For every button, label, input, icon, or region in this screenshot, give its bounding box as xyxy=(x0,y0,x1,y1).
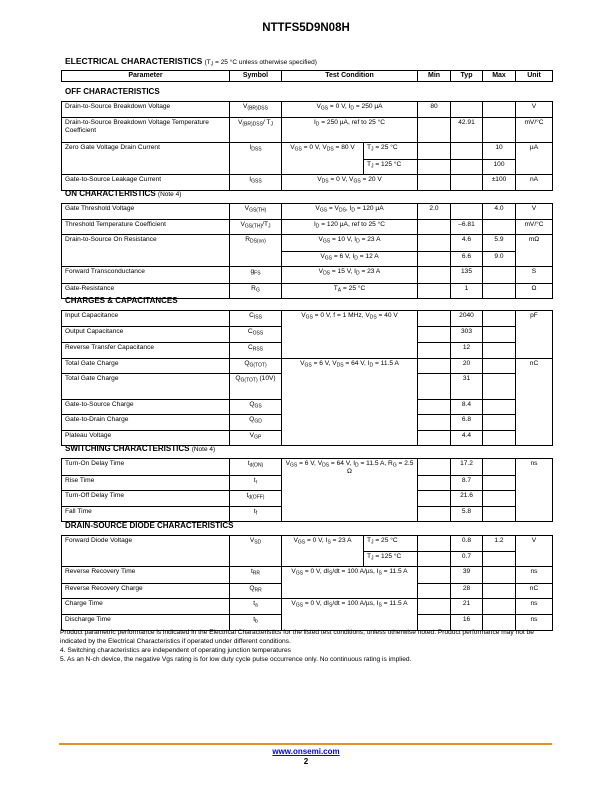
empty-cell xyxy=(418,567,451,584)
table-row xyxy=(62,204,553,220)
symbol: $t_r$ xyxy=(230,475,282,491)
symbol: $R_G$ xyxy=(230,283,282,299)
unit: V xyxy=(516,536,553,567)
symbol: $t_{d(OFF)}$ xyxy=(230,491,282,507)
empty-cell xyxy=(451,102,483,118)
col-symbol: Symbol xyxy=(230,71,282,82)
typ: 0.7 xyxy=(451,551,483,567)
empty-cell xyxy=(451,159,483,175)
empty-cell xyxy=(418,430,451,446)
empty-cell xyxy=(483,491,516,507)
min: 2.0 xyxy=(418,204,451,220)
param: Total Gate Charge xyxy=(62,358,230,374)
empty-cell xyxy=(418,551,451,567)
typ: 28 xyxy=(451,583,483,599)
empty-cell xyxy=(418,506,451,522)
empty-cell xyxy=(418,358,451,374)
off-title: OFF CHARACTERISTICS xyxy=(65,87,160,96)
charges-table xyxy=(61,310,553,446)
typ: 135 xyxy=(451,267,483,284)
switching-title-text: SWITCHING CHARACTERISTICS xyxy=(65,444,190,453)
table-row xyxy=(62,175,553,191)
empty-cell xyxy=(418,536,451,552)
empty-cell xyxy=(418,343,451,359)
empty-cell xyxy=(418,415,451,431)
empty-cell xyxy=(483,102,516,118)
temp: $T_J = 125$ °C xyxy=(364,551,418,567)
typ: –6.81 xyxy=(451,219,483,235)
condition: $V_{GS} = 0$ V, $dI_S/dt = 100$ A/µs, $I_S = 11.5$ A xyxy=(282,567,418,599)
empty-cell xyxy=(418,583,451,599)
param: Zero Gate Voltage Drain Current xyxy=(62,143,230,175)
empty-cell xyxy=(483,326,516,343)
param: Forward Transconductance xyxy=(62,267,230,284)
empty-cell xyxy=(483,583,516,599)
empty-cell xyxy=(418,117,451,143)
symbol: $t_{d(ON)}$ xyxy=(230,459,282,476)
empty-cell xyxy=(418,251,451,267)
table-row xyxy=(62,311,553,327)
unit: ns xyxy=(516,567,553,584)
max: 5.9 xyxy=(483,235,516,252)
symbol: $I_{GSS}$ xyxy=(230,175,282,191)
footnote-general: Product parametric performance is indicated in the Electrical Characteristics for the listed test conditions, unless otherwise noted. Product performance may not be indicated by the Electrical Characteristics if operated under different conditions. xyxy=(60,629,534,645)
condition: $V_{DS} = 15$ V, $I_D = 23$ A xyxy=(282,267,418,284)
temp: $T_J = 125$ °C xyxy=(364,159,418,175)
col-min: Min xyxy=(418,71,451,82)
unit: µA xyxy=(516,143,553,175)
col-typ: Typ xyxy=(451,71,483,82)
heading-condition: ($T_J = 25$ °C unless otherwise specified) xyxy=(204,59,317,68)
symbol: $V_{SD}$ xyxy=(230,536,282,567)
table-row xyxy=(62,459,553,476)
symbol: $Q_{GS}$ xyxy=(230,399,282,415)
empty-cell xyxy=(418,159,451,175)
footnote-5: 5. As an N-ch device, the negative Vgs rating is for low duty cycle pulse occurrence only. No continuous rating is implied. xyxy=(60,656,412,663)
empty-cell xyxy=(483,117,516,143)
symbol: $R_{DS(on)}$ xyxy=(230,235,282,267)
condition: $V_{GS} = 0$ V, $I_S = 23$ A xyxy=(282,536,364,567)
empty-cell xyxy=(483,311,516,327)
unit: mΩ xyxy=(516,235,553,267)
param: Drain-to-Source On Resistance xyxy=(62,235,230,267)
col-unit: Unit xyxy=(516,71,553,82)
section-heading xyxy=(65,56,317,66)
max: ±100 xyxy=(483,175,516,191)
empty-cell xyxy=(483,567,516,584)
empty-cell xyxy=(418,459,451,476)
empty-cell xyxy=(483,475,516,491)
condition: $I_D = 120$ µA, ref to 25 °C xyxy=(282,219,418,235)
unit: ns xyxy=(516,459,553,522)
unit: mV/°C xyxy=(516,219,553,235)
param: Threshold Temperature Coefficient xyxy=(62,219,230,235)
on-table xyxy=(61,203,553,299)
param: Discharge Time xyxy=(62,614,230,631)
symbol: $C_{OSS}$ xyxy=(230,326,282,343)
unit: nC xyxy=(516,358,553,446)
symbol: $Q_{GD}$ xyxy=(230,415,282,431)
condition: $V_{GS} = 0$ V, f = 1 MHz, $V_{DS} = 40$ V xyxy=(282,311,418,359)
unit: V xyxy=(516,204,553,220)
empty-cell xyxy=(418,219,451,235)
empty-cell xyxy=(451,204,483,220)
condition: $V_{GS} = 6$ V, $V_{DS} = 64$ V, $I_D = 11.5$ A, $R_G = 2.5$ Ω xyxy=(282,459,418,522)
empty-cell xyxy=(483,551,516,567)
param: Gate-Resistance xyxy=(62,283,230,299)
symbol: $I_{DSS}$ xyxy=(230,143,282,175)
empty-cell xyxy=(451,143,483,160)
note-ref: (Note 4) xyxy=(157,191,182,198)
table-row xyxy=(62,219,553,235)
param: Charge Time xyxy=(62,599,230,615)
typ: 4.6 xyxy=(451,235,483,252)
typ: 39 xyxy=(451,567,483,584)
empty-cell xyxy=(418,175,451,191)
param: Input Capacitance xyxy=(62,311,230,327)
param: Gate Threshold Voltage xyxy=(62,204,230,220)
min: 80 xyxy=(418,102,451,118)
max: 9.0 xyxy=(483,251,516,267)
condition: $V_{DS} = 0$ V, $V_{GS} = 20$ V xyxy=(282,175,418,191)
diode-title: DRAIN-SOURCE DIODE CHARACTERISTICS xyxy=(65,521,234,530)
symbol: $V_{GS(TH)}/T_J$ xyxy=(230,219,282,235)
footer-rule xyxy=(59,743,552,745)
off-table xyxy=(61,101,553,191)
param: Reverse Recovery Charge xyxy=(62,583,230,599)
table-row xyxy=(62,235,553,252)
condition: $V_{GS} = 0$ V, $dI_S/dt = 100$ A/µs, $I_S = 11.5$ A xyxy=(282,599,418,631)
param: Total Gate Charge xyxy=(62,374,230,400)
typ: 6.8 xyxy=(451,415,483,431)
param: Turn-Off Delay Time xyxy=(62,491,230,507)
unit: ns xyxy=(516,599,553,615)
typ: 21 xyxy=(451,599,483,615)
max: 100 xyxy=(483,159,516,175)
empty-cell xyxy=(451,175,483,191)
diode-table xyxy=(61,535,553,631)
max: 10 xyxy=(483,143,516,160)
temp: $T_J = 25$ °C xyxy=(364,536,418,552)
typ: 42.91 xyxy=(451,117,483,143)
symbol: $C_{ISS}$ xyxy=(230,311,282,327)
param: Gate-to-Source Leakage Current xyxy=(62,175,230,191)
param: Rise Time xyxy=(62,475,230,491)
condition: $V_{GS} = V_{DS}$, $I_D = 120$ µA xyxy=(282,204,418,220)
condition: $I_D = 250$ µA, ref to 25 °C xyxy=(282,117,418,143)
typ: 8.4 xyxy=(451,399,483,415)
condition: $T_A = 25$ °C xyxy=(282,283,418,299)
param: Gate-to-Drain Charge xyxy=(62,415,230,431)
empty-cell xyxy=(483,430,516,446)
switching-table xyxy=(61,458,553,522)
condition: $V_{GS} = 0$ V, $I_D = 250$ µA xyxy=(282,102,418,118)
unit: Ω xyxy=(516,283,553,299)
typ: 21.6 xyxy=(451,491,483,507)
on-title xyxy=(65,189,181,198)
condition: $V_{GS} = 10$ V, $I_D = 23$ A xyxy=(282,235,418,252)
empty-cell xyxy=(418,491,451,507)
table-row xyxy=(62,567,553,584)
document-title: NTTFS5D9N08H xyxy=(262,22,350,34)
empty-cell xyxy=(483,267,516,284)
typ: 2040 xyxy=(451,311,483,327)
param: Output Capacitance xyxy=(62,326,230,343)
typ: 16 xyxy=(451,614,483,631)
column-header-table xyxy=(61,70,553,82)
empty-cell xyxy=(483,399,516,415)
empty-cell xyxy=(483,459,516,476)
empty-cell xyxy=(483,358,516,374)
page-number: 2 xyxy=(303,757,309,766)
empty-cell xyxy=(483,374,516,400)
empty-cell xyxy=(418,599,451,615)
empty-cell xyxy=(418,399,451,415)
table-row xyxy=(62,358,553,374)
typ: 12 xyxy=(451,343,483,359)
typ: 1 xyxy=(451,283,483,299)
symbol: $Q_{RR}$ xyxy=(230,583,282,599)
empty-cell xyxy=(483,343,516,359)
unit: nA xyxy=(516,175,553,191)
max: 4.0 xyxy=(483,204,516,220)
symbol: $V_{GP}$ xyxy=(230,430,282,446)
typ: 31 xyxy=(451,374,483,400)
typ: 8.7 xyxy=(451,475,483,491)
website-link[interactable]: www.onsemi.com xyxy=(272,747,340,756)
symbol: $Q_{G(TOT)}$ (10V) xyxy=(230,374,282,400)
unit: V xyxy=(516,102,553,118)
empty-cell xyxy=(483,415,516,431)
symbol: $V_{(BR)DSS}/$ $T_J$ xyxy=(230,117,282,143)
typ: 20 xyxy=(451,358,483,374)
table-row xyxy=(62,117,553,143)
symbol: $V_{(BR)DSS}$ xyxy=(230,102,282,118)
param: Reverse Recovery Time xyxy=(62,567,230,584)
temp: $T_J = 25$ °C xyxy=(364,143,418,160)
col-parameter: Parameter xyxy=(62,71,230,82)
param: Plateau Voltage xyxy=(62,430,230,446)
typ: 6.6 xyxy=(451,251,483,267)
table-row xyxy=(62,599,553,615)
empty-cell xyxy=(418,374,451,400)
symbol: $t_b$ xyxy=(230,614,282,631)
typ: 5.8 xyxy=(451,506,483,522)
switching-title xyxy=(65,444,215,453)
empty-cell xyxy=(418,326,451,343)
empty-cell xyxy=(483,599,516,615)
empty-cell xyxy=(483,283,516,299)
typ: 0.8 xyxy=(451,536,483,552)
note-ref: (Note 4) xyxy=(191,446,216,453)
table-row xyxy=(62,143,553,160)
col-max: Max xyxy=(483,71,516,82)
symbol: $Q_{G(TOT)}$ xyxy=(230,358,282,374)
empty-cell xyxy=(418,475,451,491)
param: Fall Time xyxy=(62,506,230,522)
param: Drain-to-Source Breakdown Voltage xyxy=(62,102,230,118)
symbol: $t_f$ xyxy=(230,506,282,522)
empty-cell xyxy=(483,219,516,235)
param: Drain-to-Source Breakdown Voltage Temperature Coefficient xyxy=(62,117,230,143)
unit: ns xyxy=(516,614,553,631)
unit: S xyxy=(516,267,553,284)
unit: nC xyxy=(516,583,553,599)
heading-main: ELECTRICAL CHARACTERISTICS xyxy=(65,56,203,66)
param: Reverse Transfer Capacitance xyxy=(62,343,230,359)
table-row xyxy=(62,536,553,552)
condition: $V_{GS} = 0$ V, $V_{DS} = 80$ V xyxy=(282,143,364,175)
empty-cell xyxy=(418,311,451,327)
col-test-condition: Test Condition xyxy=(282,71,418,82)
condition: $V_{GS} = 6$ V, $V_{DS} = 64$ V, $I_D = 11.5$ A xyxy=(282,358,418,446)
symbol: $C_{RSS}$ xyxy=(230,343,282,359)
param: Turn-On Delay Time xyxy=(62,459,230,476)
footnote-4: 4. Switching characteristics are independent of operating junction temperatures xyxy=(60,647,291,654)
empty-cell xyxy=(483,506,516,522)
typ: 17.2 xyxy=(451,459,483,476)
symbol: $V_{GS(TH)}$ xyxy=(230,204,282,220)
symbol: $t_{RR}$ xyxy=(230,567,282,584)
charges-title: CHARGES & CAPACITANCES xyxy=(65,296,178,305)
empty-cell xyxy=(418,143,451,160)
empty-cell xyxy=(418,267,451,284)
symbol: $g_{FS}$ xyxy=(230,267,282,284)
unit: mV/°C xyxy=(516,117,553,143)
table-row xyxy=(62,267,553,284)
param: Forward Diode Voltage xyxy=(62,536,230,567)
unit: pF xyxy=(516,311,553,359)
symbol: $t_a$ xyxy=(230,599,282,615)
empty-cell xyxy=(418,235,451,252)
table-row xyxy=(62,102,553,118)
typ: 303 xyxy=(451,326,483,343)
param: Gate-to-Source Charge xyxy=(62,399,230,415)
on-title-text: ON CHARACTERISTICS xyxy=(65,189,156,198)
empty-cell xyxy=(418,283,451,299)
typ: 4.4 xyxy=(451,430,483,446)
max: 1.2 xyxy=(483,536,516,552)
condition: $V_{GS} = 6$ V, $I_D = 12$ A xyxy=(282,251,418,267)
